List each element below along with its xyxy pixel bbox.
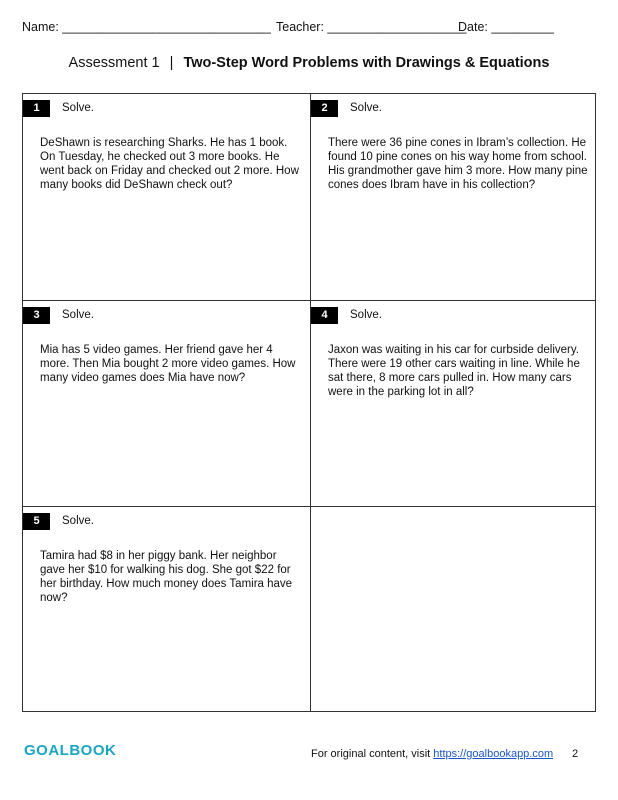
problem-text: There were 36 pine cones in Ibram’s collection. He found 10 pine cones on his way home from school. His grandmother gave him 3 more. How many pine cones does Ibram have in his collection? [328,137,588,191]
problem-number-badge: 5 [23,513,50,530]
date-field: Date: _________ [458,20,554,34]
problem-number-badge: 1 [23,100,50,117]
problem-text: DeShawn is researching Sharks. He has 1 book. On Tuesday, he checked out 3 more books. He went back on Friday and checked out 2 more. How many books did DeShawn check out? [40,137,299,191]
page-title [0,55,618,71]
problem-cell-5 [23,507,310,713]
topic-title: Two-Step Word Problems with Drawings & Equations [183,55,550,71]
solve-instruction: Solve. [62,515,94,527]
problem-cell-3 [23,301,310,507]
footer-prefix: For original content, visit [311,748,434,760]
problem-cell-2 [311,94,598,300]
problem-text: Jaxon was waiting in his car for curbside delivery. There were 19 other cars waiting in line. While he sat there, 8 more cars pulled in. How many cars were in the parking lot in all? [328,344,580,398]
solve-instruction: Solve. [62,309,94,321]
teacher-field: Teacher: ____________________ [276,20,467,34]
empty-cell [311,507,598,713]
problem-grid [22,93,596,712]
solve-instruction: Solve. [350,309,382,321]
solve-instruction: Solve. [350,102,382,114]
problem-cell-1 [23,94,310,300]
goalbook-logo: GOALBOOK [24,742,117,759]
solve-instruction: Solve. [62,102,94,114]
problem-cell-4 [311,301,598,507]
problem-number-badge: 4 [311,307,338,324]
goalbook-link[interactable]: https://goalbookapp.com [433,748,554,760]
page-number: 2 [572,748,579,760]
assessment-label: Assessment 1 [68,55,160,71]
problem-number-badge: 3 [23,307,50,324]
title-separator: | [169,55,174,71]
problem-text: Mia has 5 video games. Her friend gave her 4 more. Then Mia bought 2 more video games. How many video games does Mia have now? [40,344,296,384]
problem-text: Tamira had $8 in her piggy bank. Her neighbor gave her $10 for walking his dog. She got $22 for her birthday. How much money does Tamira have now? [40,550,293,604]
problem-number-badge: 2 [311,100,338,117]
name-field: Name: ______________________________ [22,20,271,34]
footer-credit [311,748,553,760]
